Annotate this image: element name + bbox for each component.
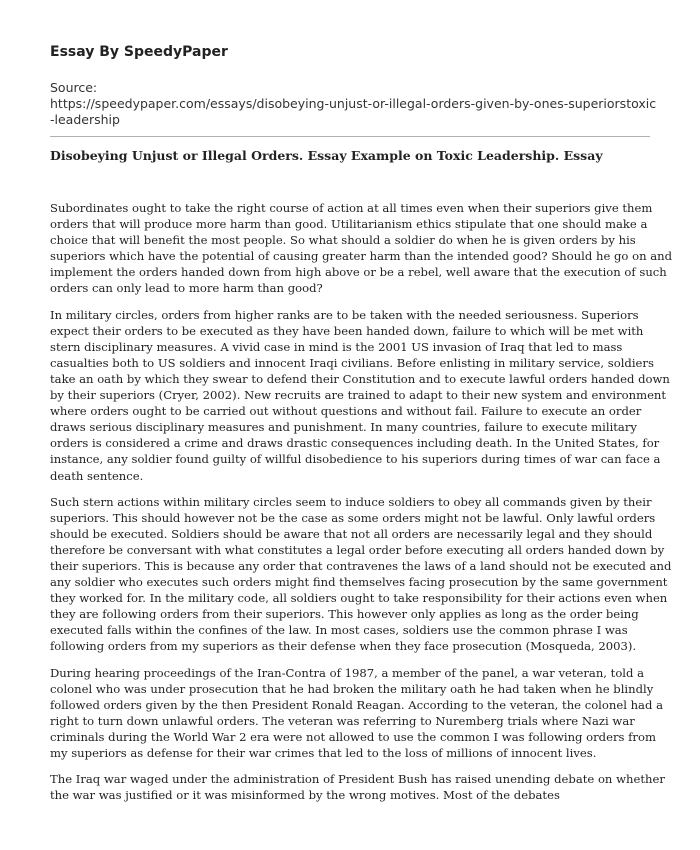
essay-paragraph: In military circles, orders from higher ranks are to be taken with the needed seriousness. Superiors expect their orders to be executed as they have been handed down, failure to which will be met with stern disciplinary measures. A vivid case in mind is the 2001 US invasion of Iraq that led to mass casualties both to US soldiers and innocent Iraqi civilians. Before enlisting in military service, soldiers take an oath by which they swear to defend their Constitution and to execute lawful orders handed down by their superiors (Cryer, 2002). New recruits are trained to adapt to their new system and environment where orders ought to be carried out without questions and without fail. Failure to execute an order draws serious disciplinary measures and punishment. In many countries, failure to execute military orders is considered a crime and draws drastic consequences including death. In the United States, for instance, any soldier found guilty of willful disobedience to his superiors during times of war can face a death sentence. bbox=[50, 307, 670, 483]
header-divider bbox=[50, 136, 650, 137]
essay-title: Disobeying Unjust or Illegal Orders. Essay Example on Toxic Leadership. Essay bbox=[50, 148, 603, 163]
essay-paragraph: The Iraq war waged under the administration of President Bush has raised unending debate on whether the war was justified or it was misinformed by the wrong motives. Most of the debates bbox=[50, 772, 665, 803]
page-header-title: Essay By SpeedyPaper bbox=[50, 44, 228, 60]
essay-paragraph: During hearing proceedings of the Iran-Contra of 1987, a member of the panel, a war veteran, told a colonel who was under prosecution that he had broken the military oath he had taken when he blindly followed orders given by the then President Ronald Reagan. According to the veteran, the colonel had a right to turn down unlawful orders. The veteran was referring to Nuremberg trials where Nazi war criminals during the World War 2 era were not allowed to use the common I was following orders from my superiors as defense for their war crimes that led to the loss of millions of innocent lives. bbox=[50, 665, 663, 760]
essay-paragraph: Subordinates ought to take the right course of action at all times even when their superiors give them orders that will produce more harm than good. Utilitarianism ethics stipulate that one should make a choice that will benefit the most people. So what should a soldier do when he is given orders by his superiors which have the potential of causing greater harm than the intended good? Should he go on and implement the orders handed down from high above or be a rebel, well aware that the execution of such orders can only lead to more harm than good? bbox=[50, 201, 673, 296]
essay-body bbox=[50, 200, 675, 813]
source-url: https://speedypaper.com/essays/disobeying-unjust-or-illegal-orders-given-by-ones-superiorstoxic-leadership bbox=[50, 96, 657, 127]
essay-paragraph: Such stern actions within military circles seem to induce soldiers to obey all commands given by their superiors. This should however not be the case as some orders might not be lawful. Only lawful orders should be executed. Soldiers should be aware that not all orders are necessarily legal and they should therefore be conversant with what constitutes a legal order before executing all orders handed down by their superiors. This is because any order that contravenes the laws of a land should not be executed and any soldier who executes such orders might find themselves facing prosecution by the same government they worked for. In the military code, all soldiers ought to take responsibility for their actions even when they are following orders from their superiors. This however only applies as long as the order being executed falls within the confines of the law. In most cases, soldiers use the common phrase I was following orders from my superiors as their defense when they face prosecution (Mosqueda, 2003). bbox=[50, 494, 672, 654]
source-block bbox=[50, 80, 660, 128]
source-label: Source: bbox=[50, 80, 98, 95]
